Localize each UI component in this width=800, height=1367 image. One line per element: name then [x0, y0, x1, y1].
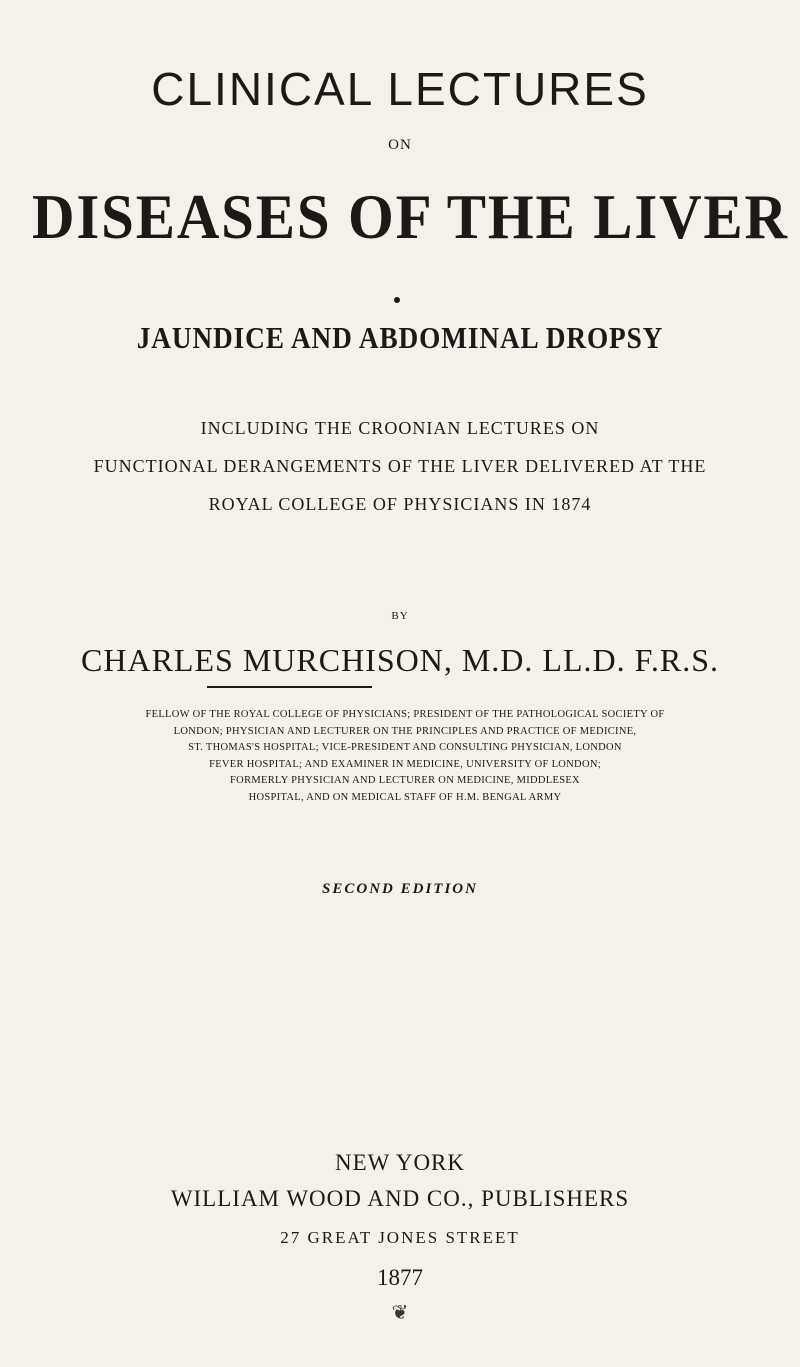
publication-place: NEW YORK: [334, 1150, 466, 1175]
author-credentials: [70, 707, 740, 806]
by-label: BY: [391, 610, 409, 622]
publication-year: 1877: [377, 1265, 423, 1290]
including-line-2: FUNCTIONAL DERANGEMENTS OF THE LIVER DELIVERED AT THE: [93, 456, 707, 476]
credentials-line: FORMERLY PHYSICIAN AND LECTURER ON MEDICINE, MIDDLESEX: [230, 775, 580, 786]
subtitle: JAUNDICE AND ABDOMINAL DROPSY: [136, 320, 664, 355]
author-underline: [207, 686, 372, 688]
author-name: CHARLES MURCHISON, M.D. LL.D. F.R.S.: [81, 642, 719, 678]
including-line-3: ROYAL COLLEGE OF PHYSICIANS IN 1874: [208, 494, 592, 514]
credentials-line: FEVER HOSPITAL; AND EXAMINER IN MEDICINE, UNIVERSITY OF LONDON;: [209, 758, 601, 770]
title-line-1: CLINICAL LECTURES: [151, 63, 649, 115]
credentials-line: ST. THOMAS'S HOSPITAL; VICE-PRESIDENT AND CONSULTING PHYSICIAN, LONDON: [188, 742, 622, 753]
credentials-line: FELLOW OF THE ROYAL COLLEGE OF PHYSICIANS; PRESIDENT OF THE PATHOLOGICAL SOCIETY OF: [145, 709, 665, 720]
credentials-line: HOSPITAL, AND ON MEDICAL STAFF OF H.M. BENGAL ARMY: [248, 791, 562, 803]
credentials-line: LONDON; PHYSICIAN AND LECTURER ON THE PRINCIPLES AND PRACTICE OF MEDICINE,: [173, 725, 637, 737]
including-line-1: INCLUDING THE CROONIAN LECTURES ON: [200, 418, 600, 438]
title-line-2: DISEASES OF THE LIVER: [32, 181, 789, 252]
publisher-address: 27 GREAT JONES STREET: [280, 1228, 520, 1247]
ornament-dot: [394, 297, 400, 303]
edition: SECOND EDITION: [322, 881, 478, 897]
publisher: WILLIAM WOOD AND CO., PUBLISHERS: [170, 1186, 630, 1211]
title-on: ON: [388, 137, 412, 153]
library-stamp-icon: ❦: [391, 1302, 409, 1324]
